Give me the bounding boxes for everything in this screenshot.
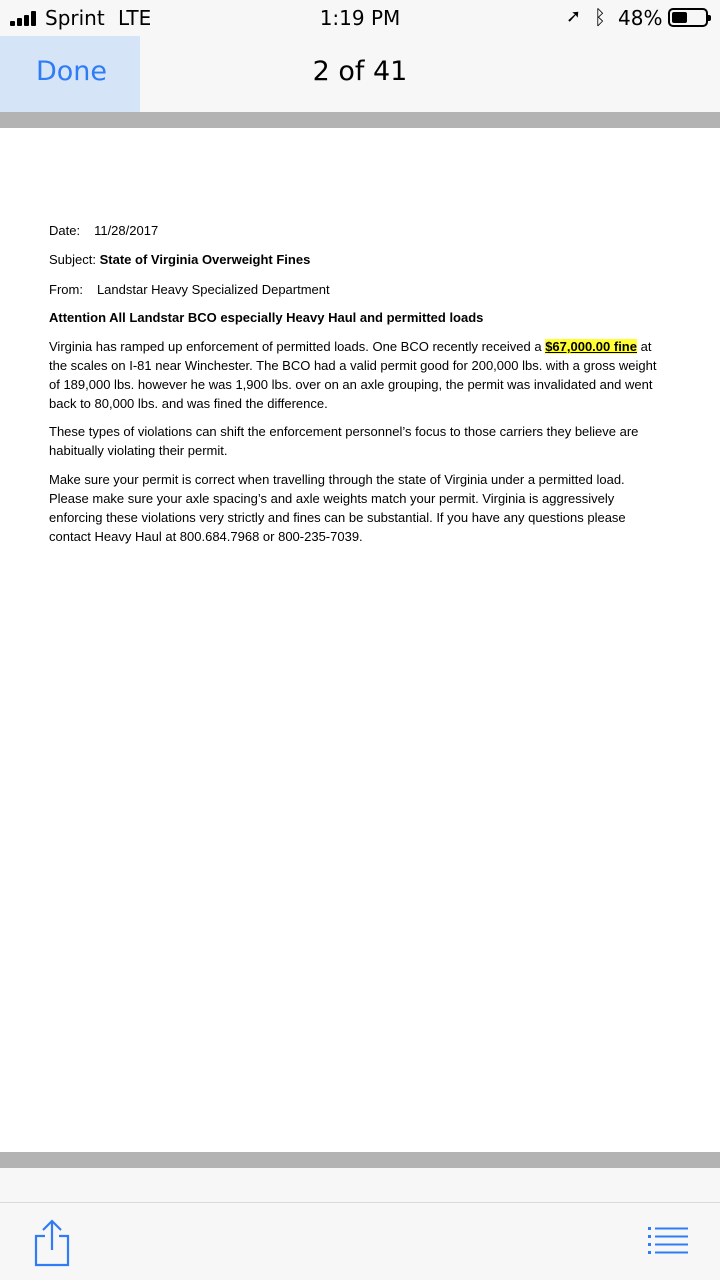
toolbar-divider [0, 1202, 720, 1203]
paragraph-permit-advice: Make sure your permit is correct when travelling through the state of Virginia under a permitted load. Please make sure your axle spacing’s and axle weights match your permit. Virginia is aggressively enforcing these violations very strictly and fines can be substantial. If you have any questions please contact Heavy Haul at 800.684.7968 or 800-235-7039. [49, 472, 626, 544]
paragraph-fine [49, 337, 661, 413]
network-type: LTE [118, 6, 152, 30]
subject-line [49, 250, 310, 269]
page-separator-bottom [0, 1152, 720, 1168]
fine-amount-highlight: $67,000.00 fine [545, 339, 637, 354]
bluetooth-icon: ᛒ [594, 5, 606, 29]
share-button[interactable] [34, 1218, 70, 1268]
from-label: From: [49, 282, 83, 297]
clock: 1:19 PM [319, 6, 401, 30]
bottom-toolbar [0, 1168, 720, 1280]
status-bar [0, 0, 720, 36]
document-page[interactable] [0, 128, 720, 1152]
list-view-button[interactable] [648, 1226, 688, 1256]
location-arrow-icon: ➚ [566, 6, 582, 27]
subject-label: Subject: [49, 252, 96, 267]
list-icon [648, 1226, 688, 1256]
navigation-bar [0, 36, 720, 112]
subject-value: State of Virginia Overweight Fines [99, 252, 311, 267]
battery-percentage: 48% [618, 6, 663, 30]
paragraph-fine-intro: Virginia has ramped up enforcement of permitted loads. One BCO recently received a [49, 339, 546, 354]
from-value: Landstar Heavy Specialized Department [96, 282, 330, 297]
paragraph-fine-rest: at the scales on I-81 near Winchester. The BCO had a valid permit good for 200,000 lbs. with a gross weight of 189,000 lbs. however he was 1,900 lbs. over on an axle grouping, the permit was invalidated and went back to 80,000 lbs. and was fined the difference. [49, 339, 657, 411]
carrier-name: Sprint [45, 6, 105, 30]
from-line [49, 280, 330, 299]
done-button[interactable]: Done [36, 56, 108, 87]
date-label: Date: [49, 223, 81, 238]
share-icon [34, 1218, 70, 1268]
date-line [49, 221, 158, 240]
page-separator-top [0, 112, 720, 128]
date-value: 11/28/2017 [94, 223, 159, 238]
battery-icon [668, 8, 708, 27]
paragraph-violations: These types of violations can shift the enforcement personnel’s focus to those carriers they believe are habitually violating their permit. [49, 424, 639, 458]
attention-heading: Attention All Landstar BCO especially Heavy Haul and permitted loads [49, 310, 484, 325]
page-counter: 2 of 41 [312, 56, 408, 87]
